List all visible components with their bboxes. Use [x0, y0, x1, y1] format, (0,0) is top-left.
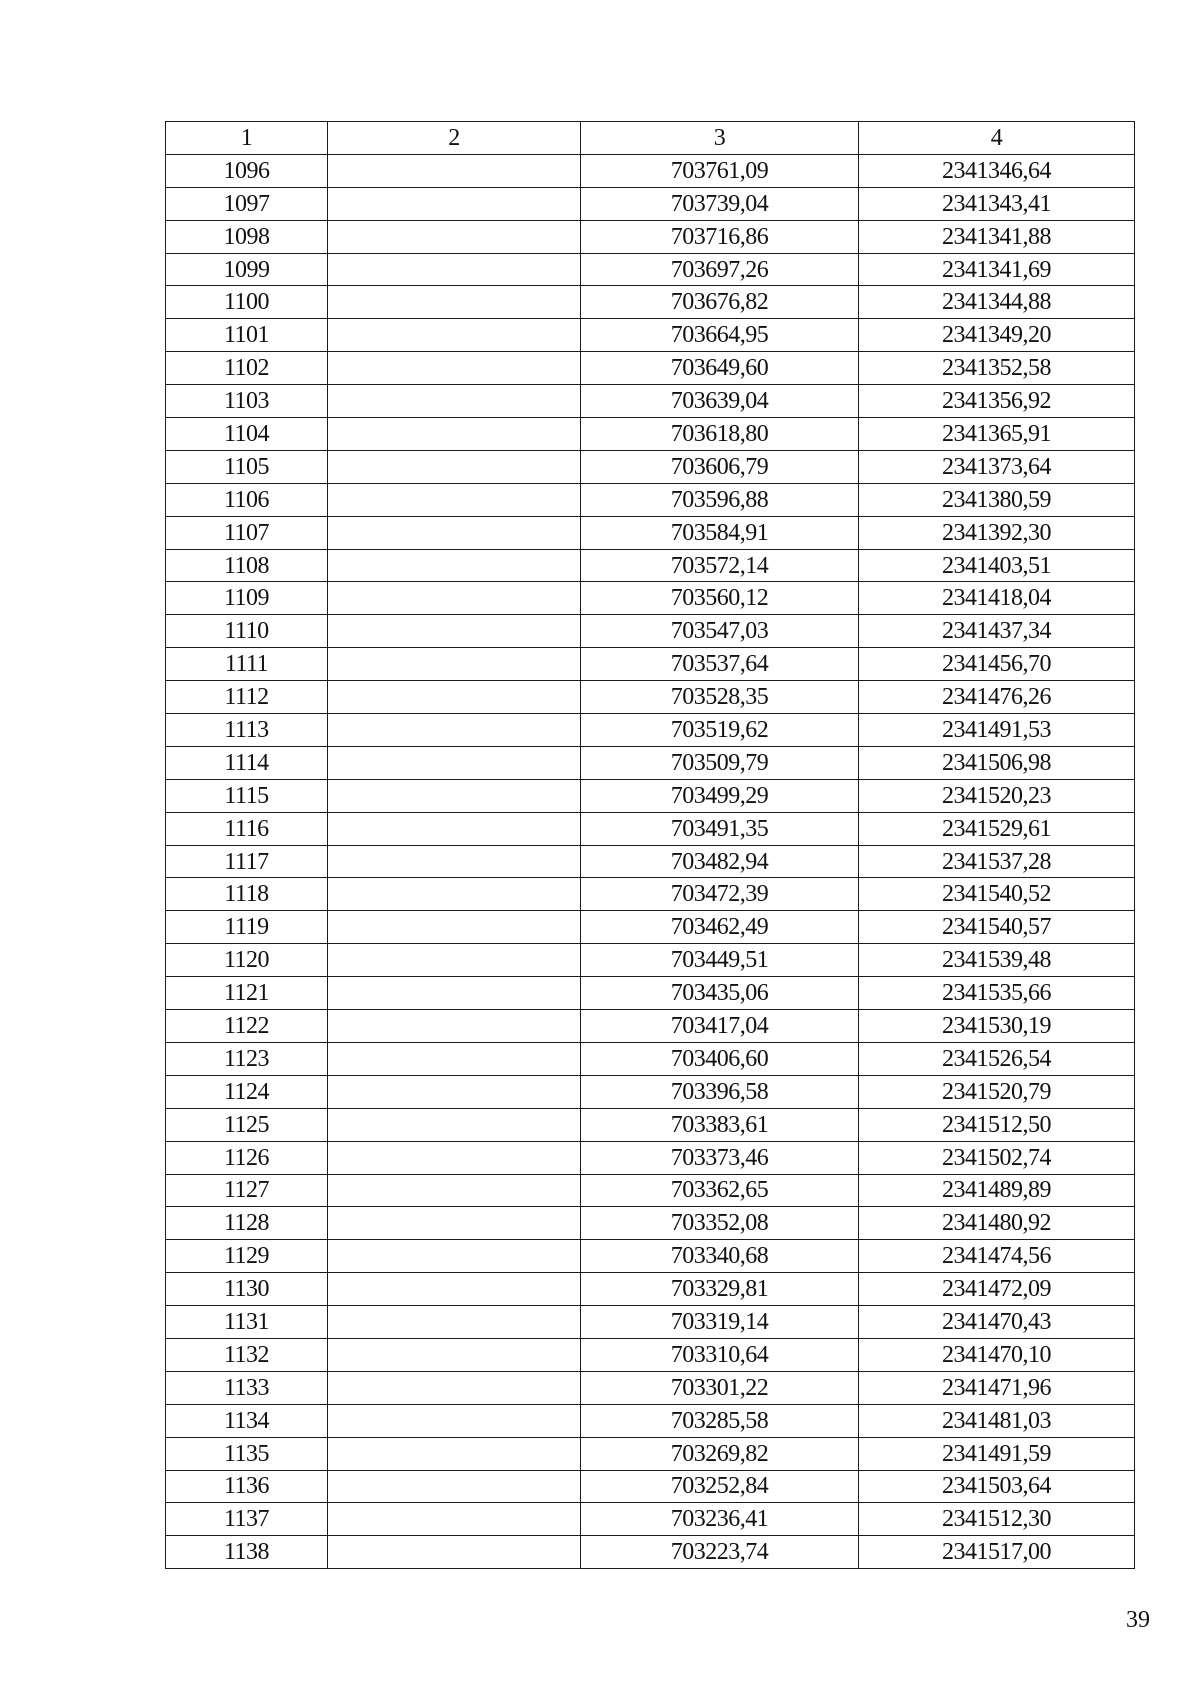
table-row	[166, 746, 1135, 779]
y-coordinate-cell: 2341480,92	[859, 1207, 1135, 1240]
description-cell	[328, 648, 581, 681]
description-cell	[328, 1437, 581, 1470]
column-header-1: 1	[166, 122, 328, 155]
description-cell	[328, 549, 581, 582]
page-number: 39	[1126, 1607, 1150, 1633]
description-cell	[328, 286, 581, 319]
point-number-cell: 1104	[166, 418, 328, 451]
column-header-3: 3	[581, 122, 859, 155]
y-coordinate-cell: 2341540,52	[859, 878, 1135, 911]
point-number-cell: 1130	[166, 1273, 328, 1306]
table-row	[166, 977, 1135, 1010]
description-cell	[328, 779, 581, 812]
x-coordinate-cell: 703618,80	[581, 418, 859, 451]
description-cell	[328, 845, 581, 878]
table-body	[166, 154, 1135, 1568]
y-coordinate-cell: 2341520,79	[859, 1075, 1135, 1108]
y-coordinate-cell: 2341403,51	[859, 549, 1135, 582]
table-row	[166, 352, 1135, 385]
table-row	[166, 1503, 1135, 1536]
table-row	[166, 1371, 1135, 1404]
point-number-cell: 1120	[166, 944, 328, 977]
table-row	[166, 1042, 1135, 1075]
x-coordinate-cell: 703383,61	[581, 1108, 859, 1141]
point-number-cell: 1118	[166, 878, 328, 911]
x-coordinate-cell: 703472,39	[581, 878, 859, 911]
point-number-cell: 1136	[166, 1470, 328, 1503]
point-number-cell: 1133	[166, 1371, 328, 1404]
y-coordinate-cell: 2341506,98	[859, 746, 1135, 779]
x-coordinate-cell: 703547,03	[581, 615, 859, 648]
table-row	[166, 648, 1135, 681]
description-cell	[328, 253, 581, 286]
description-cell	[328, 1174, 581, 1207]
table-row	[166, 1108, 1135, 1141]
table-row	[166, 286, 1135, 319]
x-coordinate-cell: 703352,08	[581, 1207, 859, 1240]
point-number-cell: 1098	[166, 220, 328, 253]
column-header-4: 4	[859, 122, 1135, 155]
y-coordinate-cell: 2341530,19	[859, 1010, 1135, 1043]
table-row	[166, 1010, 1135, 1043]
point-number-cell: 1108	[166, 549, 328, 582]
description-cell	[328, 1306, 581, 1339]
table-row	[166, 1536, 1135, 1569]
y-coordinate-cell: 2341373,64	[859, 450, 1135, 483]
table-row	[166, 812, 1135, 845]
point-number-cell: 1112	[166, 681, 328, 714]
point-number-cell: 1128	[166, 1207, 328, 1240]
point-number-cell: 1116	[166, 812, 328, 845]
y-coordinate-cell: 2341512,50	[859, 1108, 1135, 1141]
point-number-cell: 1138	[166, 1536, 328, 1569]
table-row	[166, 1174, 1135, 1207]
x-coordinate-cell: 703362,65	[581, 1174, 859, 1207]
point-number-cell: 1107	[166, 516, 328, 549]
y-coordinate-cell: 2341491,53	[859, 714, 1135, 747]
description-cell	[328, 352, 581, 385]
point-number-cell: 1105	[166, 450, 328, 483]
point-number-cell: 1123	[166, 1042, 328, 1075]
y-coordinate-cell: 2341380,59	[859, 483, 1135, 516]
x-coordinate-cell: 703373,46	[581, 1141, 859, 1174]
description-cell	[328, 1010, 581, 1043]
y-coordinate-cell: 2341349,20	[859, 319, 1135, 352]
description-cell	[328, 1108, 581, 1141]
table-row	[166, 385, 1135, 418]
table-row	[166, 253, 1135, 286]
x-coordinate-cell: 703396,58	[581, 1075, 859, 1108]
table-row	[166, 1338, 1135, 1371]
y-coordinate-cell: 2341489,89	[859, 1174, 1135, 1207]
y-coordinate-cell: 2341535,66	[859, 977, 1135, 1010]
point-number-cell: 1119	[166, 911, 328, 944]
point-number-cell: 1126	[166, 1141, 328, 1174]
point-number-cell: 1135	[166, 1437, 328, 1470]
x-coordinate-cell: 703509,79	[581, 746, 859, 779]
point-number-cell: 1132	[166, 1338, 328, 1371]
y-coordinate-cell: 2341474,56	[859, 1240, 1135, 1273]
x-coordinate-cell: 703285,58	[581, 1404, 859, 1437]
table-row	[166, 1207, 1135, 1240]
x-coordinate-cell: 703340,68	[581, 1240, 859, 1273]
description-cell	[328, 1371, 581, 1404]
description-cell	[328, 1338, 581, 1371]
x-coordinate-cell: 703406,60	[581, 1042, 859, 1075]
point-number-cell: 1101	[166, 319, 328, 352]
point-number-cell: 1125	[166, 1108, 328, 1141]
x-coordinate-cell: 703223,74	[581, 1536, 859, 1569]
x-coordinate-cell: 703417,04	[581, 1010, 859, 1043]
x-coordinate-cell: 703649,60	[581, 352, 859, 385]
y-coordinate-cell: 2341537,28	[859, 845, 1135, 878]
point-number-cell: 1103	[166, 385, 328, 418]
x-coordinate-cell: 703329,81	[581, 1273, 859, 1306]
description-cell	[328, 1240, 581, 1273]
x-coordinate-cell: 703716,86	[581, 220, 859, 253]
point-number-cell: 1099	[166, 253, 328, 286]
point-number-cell: 1115	[166, 779, 328, 812]
y-coordinate-cell: 2341526,54	[859, 1042, 1135, 1075]
table-row	[166, 483, 1135, 516]
y-coordinate-cell: 2341456,70	[859, 648, 1135, 681]
y-coordinate-cell: 2341471,96	[859, 1371, 1135, 1404]
description-cell	[328, 681, 581, 714]
x-coordinate-cell: 703572,14	[581, 549, 859, 582]
table-row	[166, 911, 1135, 944]
x-coordinate-cell: 703301,22	[581, 1371, 859, 1404]
y-coordinate-cell: 2341341,69	[859, 253, 1135, 286]
table-row	[166, 1141, 1135, 1174]
description-cell	[328, 746, 581, 779]
x-coordinate-cell: 703519,62	[581, 714, 859, 747]
description-cell	[328, 418, 581, 451]
table-row	[166, 582, 1135, 615]
x-coordinate-cell: 703584,91	[581, 516, 859, 549]
x-coordinate-cell: 703491,35	[581, 812, 859, 845]
point-number-cell: 1114	[166, 746, 328, 779]
x-coordinate-cell: 703462,49	[581, 911, 859, 944]
description-cell	[328, 1042, 581, 1075]
point-number-cell: 1117	[166, 845, 328, 878]
description-cell	[328, 220, 581, 253]
description-cell	[328, 385, 581, 418]
table-row	[166, 319, 1135, 352]
description-cell	[328, 1075, 581, 1108]
point-number-cell: 1129	[166, 1240, 328, 1273]
column-header-2: 2	[328, 122, 581, 155]
y-coordinate-cell: 2341365,91	[859, 418, 1135, 451]
y-coordinate-cell: 2341476,26	[859, 681, 1135, 714]
y-coordinate-cell: 2341418,04	[859, 582, 1135, 615]
table-row	[166, 220, 1135, 253]
x-coordinate-cell: 703528,35	[581, 681, 859, 714]
point-number-cell: 1110	[166, 615, 328, 648]
y-coordinate-cell: 2341520,23	[859, 779, 1135, 812]
table-row	[166, 1240, 1135, 1273]
y-coordinate-cell: 2341392,30	[859, 516, 1135, 549]
y-coordinate-cell: 2341529,61	[859, 812, 1135, 845]
table-row	[166, 1075, 1135, 1108]
description-cell	[328, 483, 581, 516]
point-number-cell: 1137	[166, 1503, 328, 1536]
description-cell	[328, 911, 581, 944]
y-coordinate-cell: 2341470,10	[859, 1338, 1135, 1371]
x-coordinate-cell: 703449,51	[581, 944, 859, 977]
table-row	[166, 1470, 1135, 1503]
point-number-cell: 1096	[166, 154, 328, 187]
point-number-cell: 1113	[166, 714, 328, 747]
description-cell	[328, 1273, 581, 1306]
description-cell	[328, 1470, 581, 1503]
point-number-cell: 1109	[166, 582, 328, 615]
description-cell	[328, 615, 581, 648]
table-row	[166, 714, 1135, 747]
y-coordinate-cell: 2341352,58	[859, 352, 1135, 385]
description-cell	[328, 944, 581, 977]
table-row	[166, 549, 1135, 582]
description-cell	[328, 1207, 581, 1240]
x-coordinate-cell: 703639,04	[581, 385, 859, 418]
x-coordinate-cell: 703537,64	[581, 648, 859, 681]
point-number-cell: 1131	[166, 1306, 328, 1339]
point-number-cell: 1100	[166, 286, 328, 319]
description-cell	[328, 1536, 581, 1569]
point-number-cell: 1106	[166, 483, 328, 516]
coordinates-table	[165, 121, 1135, 1569]
description-cell	[328, 812, 581, 845]
description-cell	[328, 878, 581, 911]
table-row	[166, 1273, 1135, 1306]
description-cell	[328, 977, 581, 1010]
point-number-cell: 1121	[166, 977, 328, 1010]
x-coordinate-cell: 703676,82	[581, 286, 859, 319]
y-coordinate-cell: 2341481,03	[859, 1404, 1135, 1437]
description-cell	[328, 450, 581, 483]
x-coordinate-cell: 703596,88	[581, 483, 859, 516]
x-coordinate-cell: 703435,06	[581, 977, 859, 1010]
point-number-cell: 1134	[166, 1404, 328, 1437]
point-number-cell: 1097	[166, 187, 328, 220]
table-row	[166, 944, 1135, 977]
description-cell	[328, 1141, 581, 1174]
x-coordinate-cell: 703252,84	[581, 1470, 859, 1503]
x-coordinate-cell: 703236,41	[581, 1503, 859, 1536]
x-coordinate-cell: 703482,94	[581, 845, 859, 878]
point-number-cell: 1127	[166, 1174, 328, 1207]
y-coordinate-cell: 2341470,43	[859, 1306, 1135, 1339]
table-row	[166, 1306, 1135, 1339]
table-row	[166, 1404, 1135, 1437]
table-row	[166, 845, 1135, 878]
x-coordinate-cell: 703664,95	[581, 319, 859, 352]
y-coordinate-cell: 2341437,34	[859, 615, 1135, 648]
x-coordinate-cell: 703697,26	[581, 253, 859, 286]
y-coordinate-cell: 2341517,00	[859, 1536, 1135, 1569]
y-coordinate-cell: 2341512,30	[859, 1503, 1135, 1536]
table-header-row	[166, 122, 1135, 155]
x-coordinate-cell: 703269,82	[581, 1437, 859, 1470]
x-coordinate-cell: 703606,79	[581, 450, 859, 483]
table-row	[166, 450, 1135, 483]
table-row	[166, 615, 1135, 648]
x-coordinate-cell: 703319,14	[581, 1306, 859, 1339]
y-coordinate-cell: 2341539,48	[859, 944, 1135, 977]
y-coordinate-cell: 2341343,41	[859, 187, 1135, 220]
y-coordinate-cell: 2341346,64	[859, 154, 1135, 187]
table-row	[166, 516, 1135, 549]
description-cell	[328, 516, 581, 549]
x-coordinate-cell: 703560,12	[581, 582, 859, 615]
description-cell	[328, 1404, 581, 1437]
description-cell	[328, 154, 581, 187]
x-coordinate-cell: 703739,04	[581, 187, 859, 220]
y-coordinate-cell: 2341503,64	[859, 1470, 1135, 1503]
table-row	[166, 1437, 1135, 1470]
point-number-cell: 1122	[166, 1010, 328, 1043]
y-coordinate-cell: 2341344,88	[859, 286, 1135, 319]
y-coordinate-cell: 2341341,88	[859, 220, 1135, 253]
description-cell	[328, 714, 581, 747]
table-row	[166, 418, 1135, 451]
y-coordinate-cell: 2341502,74	[859, 1141, 1135, 1174]
table-row	[166, 878, 1135, 911]
point-number-cell: 1111	[166, 648, 328, 681]
y-coordinate-cell: 2341491,59	[859, 1437, 1135, 1470]
table-row	[166, 187, 1135, 220]
x-coordinate-cell: 703499,29	[581, 779, 859, 812]
description-cell	[328, 187, 581, 220]
table-row	[166, 681, 1135, 714]
description-cell	[328, 1503, 581, 1536]
y-coordinate-cell: 2341472,09	[859, 1273, 1135, 1306]
description-cell	[328, 582, 581, 615]
point-number-cell: 1124	[166, 1075, 328, 1108]
x-coordinate-cell: 703310,64	[581, 1338, 859, 1371]
point-number-cell: 1102	[166, 352, 328, 385]
y-coordinate-cell: 2341540,57	[859, 911, 1135, 944]
y-coordinate-cell: 2341356,92	[859, 385, 1135, 418]
table-row	[166, 779, 1135, 812]
description-cell	[328, 319, 581, 352]
x-coordinate-cell: 703761,09	[581, 154, 859, 187]
table-row	[166, 154, 1135, 187]
